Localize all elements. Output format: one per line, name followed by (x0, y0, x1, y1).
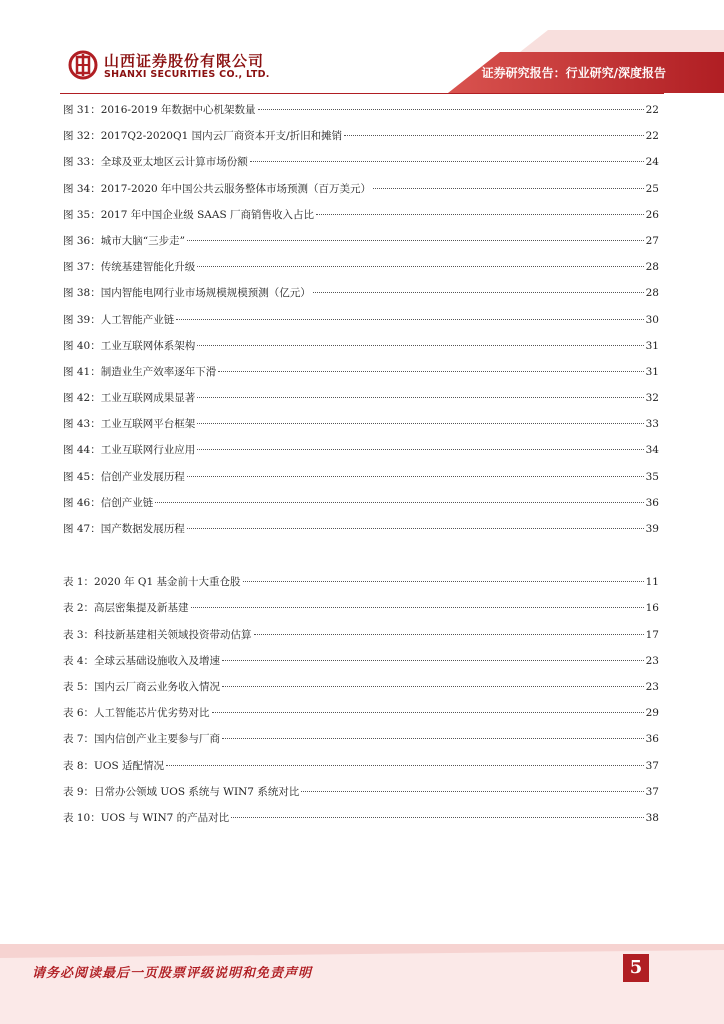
figure-index-entry[interactable] (63, 307, 659, 333)
entry-page-number: 35 (645, 470, 659, 483)
entry-page-number: 39 (645, 523, 659, 535)
dot-leader (197, 397, 643, 398)
table-index-entry[interactable] (63, 805, 659, 831)
figure-index-entry[interactable] (63, 123, 659, 149)
figure-index-entry[interactable] (63, 202, 659, 228)
figure-index-entry[interactable] (63, 149, 659, 175)
entry-title: 表 8：UOS 适配情况 (63, 759, 165, 772)
entry-title: 表 10：UOS 与 WIN7 的产品对比 (63, 811, 230, 824)
entry-title: 图 35：2017 年中国企业级 SAAS 厂商销售收入占比 (63, 208, 314, 221)
table-index-entry[interactable] (63, 779, 659, 805)
figure-index-entry[interactable] (63, 176, 659, 202)
entry-page-number: 24 (645, 156, 659, 169)
figure-table-index (63, 97, 659, 831)
entry-page-number: 23 (645, 680, 659, 693)
table-index-entry[interactable] (63, 753, 659, 779)
figure-index-entry[interactable] (63, 516, 659, 542)
table-index-list (63, 569, 659, 831)
dot-leader (313, 292, 644, 293)
entry-title: 表 9：日常办公领域 UOS 系统与 WIN7 系统对比 (63, 785, 300, 798)
entry-title: 表 3：科技新基建相关领域投资带动估算 (63, 628, 252, 641)
figure-index-list (63, 97, 659, 542)
entry-title: 图 38：国内智能电网行业市场规模规模预测（亿元） (63, 287, 311, 300)
dot-leader (166, 765, 644, 766)
entry-page-number: 32 (645, 392, 659, 405)
table-index-entry[interactable] (63, 700, 659, 726)
entry-title: 图 34：2017-2020 年中国公共云服务整体市场预测（百万美元） (63, 182, 372, 195)
figure-index-entry[interactable] (63, 228, 659, 254)
entry-page-number: 25 (645, 182, 659, 195)
dot-leader (344, 135, 643, 136)
section-gap (63, 542, 659, 569)
dot-leader (373, 188, 644, 189)
figure-index-entry[interactable] (63, 254, 659, 280)
entry-page-number: 37 (645, 785, 659, 798)
figure-index-entry[interactable] (63, 359, 659, 385)
dot-leader (176, 319, 643, 320)
entry-page-number: 34 (645, 444, 659, 457)
entry-page-number: 36 (645, 496, 659, 509)
dot-leader (197, 345, 643, 346)
table-index-entry[interactable] (63, 622, 659, 648)
entry-title: 表 2：高层密集提及新基建 (63, 602, 189, 615)
entry-title: 图 36：城市大脑“三步走” (63, 234, 185, 247)
table-index-entry[interactable] (63, 569, 659, 595)
figure-index-entry[interactable] (63, 333, 659, 359)
entry-page-number: 30 (645, 313, 659, 326)
entry-page-number: 28 (645, 287, 659, 300)
entry-title: 图 41：制造业生产效率逐年下滑 (63, 365, 217, 378)
company-name-cn: 山西证券股份有限公司 (104, 52, 265, 70)
dot-leader (218, 371, 643, 372)
page-number: 5 (623, 954, 649, 982)
footer-band (0, 944, 724, 1024)
entry-title: 图 44：工业互联网行业应用 (63, 444, 196, 457)
figure-index-entry[interactable] (63, 97, 659, 123)
figure-index-entry[interactable] (63, 437, 659, 463)
dot-leader (250, 161, 644, 162)
entry-title: 图 39：人工智能产业链 (63, 313, 175, 326)
entry-page-number: 38 (645, 811, 659, 824)
table-index-entry[interactable] (63, 595, 659, 621)
dot-leader (258, 109, 644, 110)
figure-index-entry[interactable] (63, 411, 659, 437)
table-index-entry[interactable] (63, 726, 659, 752)
entry-page-number: 31 (645, 365, 659, 378)
figure-index-entry[interactable] (63, 464, 659, 490)
entry-title: 图 33：全球及亚太地区云计算市场份额 (63, 156, 248, 169)
entry-title: 表 6：人工智能芯片优劣势对比 (63, 707, 210, 720)
page-header (0, 0, 724, 96)
company-name-en: SHANXI SECURITIES CO., LTD. (104, 69, 270, 80)
dot-leader (187, 528, 644, 529)
entry-page-number: 36 (645, 733, 659, 746)
entry-page-number: 23 (645, 654, 659, 667)
table-index-entry[interactable] (63, 674, 659, 700)
entry-page-number: 17 (645, 628, 659, 641)
dot-leader (254, 634, 644, 635)
header-banner (0, 0, 724, 96)
entry-title: 表 1：2020 年 Q1 基金前十大重仓股 (63, 576, 241, 589)
shanxi-securities-logo-icon (68, 50, 98, 80)
entry-page-number: 33 (645, 418, 659, 431)
entry-title: 表 4：全球云基础设施收入及增速 (63, 654, 221, 667)
entry-title: 图 31：2016-2019 年数据中心机架数量 (63, 104, 256, 116)
dot-leader (187, 240, 644, 241)
dot-leader (222, 660, 644, 661)
dot-leader (222, 686, 644, 687)
entry-title: 图 42：工业互联网成果显著 (63, 392, 196, 405)
entry-title: 图 46：信创产业链 (63, 496, 154, 509)
figure-index-entry[interactable] (63, 280, 659, 306)
table-index-entry[interactable] (63, 648, 659, 674)
entry-title: 图 47：国产数据发展历程 (63, 523, 185, 535)
entry-page-number: 29 (645, 707, 659, 720)
dot-leader (191, 607, 644, 608)
entry-page-number: 37 (645, 759, 659, 772)
entry-title: 表 5：国内云厂商云业务收入情况 (63, 680, 221, 693)
dot-leader (197, 423, 643, 424)
entry-title: 图 43：工业互联网平台框架 (63, 418, 196, 431)
entry-page-number: 16 (645, 602, 659, 615)
dot-leader (222, 738, 644, 739)
entry-page-number: 26 (645, 208, 659, 221)
entry-page-number: 27 (645, 234, 659, 247)
entry-page-number: 22 (645, 104, 659, 116)
dot-leader (197, 266, 643, 267)
entry-title: 图 37：传统基建智能化升级 (63, 261, 196, 274)
disclaimer-notice: 请务必阅读最后一页股票评级说明和免责声明 (32, 966, 313, 981)
entry-page-number: 11 (645, 576, 659, 589)
entry-page-number: 28 (645, 261, 659, 274)
page-footer (0, 944, 724, 1024)
entry-page-number: 22 (645, 130, 659, 143)
dot-leader (187, 476, 644, 477)
figure-index-entry[interactable] (63, 490, 659, 516)
dot-leader (243, 581, 644, 582)
figure-index-entry[interactable] (63, 385, 659, 411)
entry-title: 表 7：国内信创产业主要参与厂商 (63, 733, 221, 746)
entry-title: 图 45：信创产业发展历程 (63, 470, 185, 483)
entry-title: 图 40：工业互联网体系架构 (63, 339, 196, 352)
entry-page-number: 31 (645, 339, 659, 352)
dot-leader (212, 712, 644, 713)
entry-title: 图 32：2017Q2-2020Q1 国内云厂商资本开支/折旧和摊销 (63, 130, 343, 143)
header-divider (60, 93, 664, 94)
dot-leader (316, 214, 644, 215)
dot-leader (197, 449, 643, 450)
dot-leader (301, 791, 643, 792)
dot-leader (155, 502, 643, 503)
report-type-label: 证券研究报告：行业研究/深度报告 (481, 66, 666, 80)
dot-leader (231, 817, 643, 818)
